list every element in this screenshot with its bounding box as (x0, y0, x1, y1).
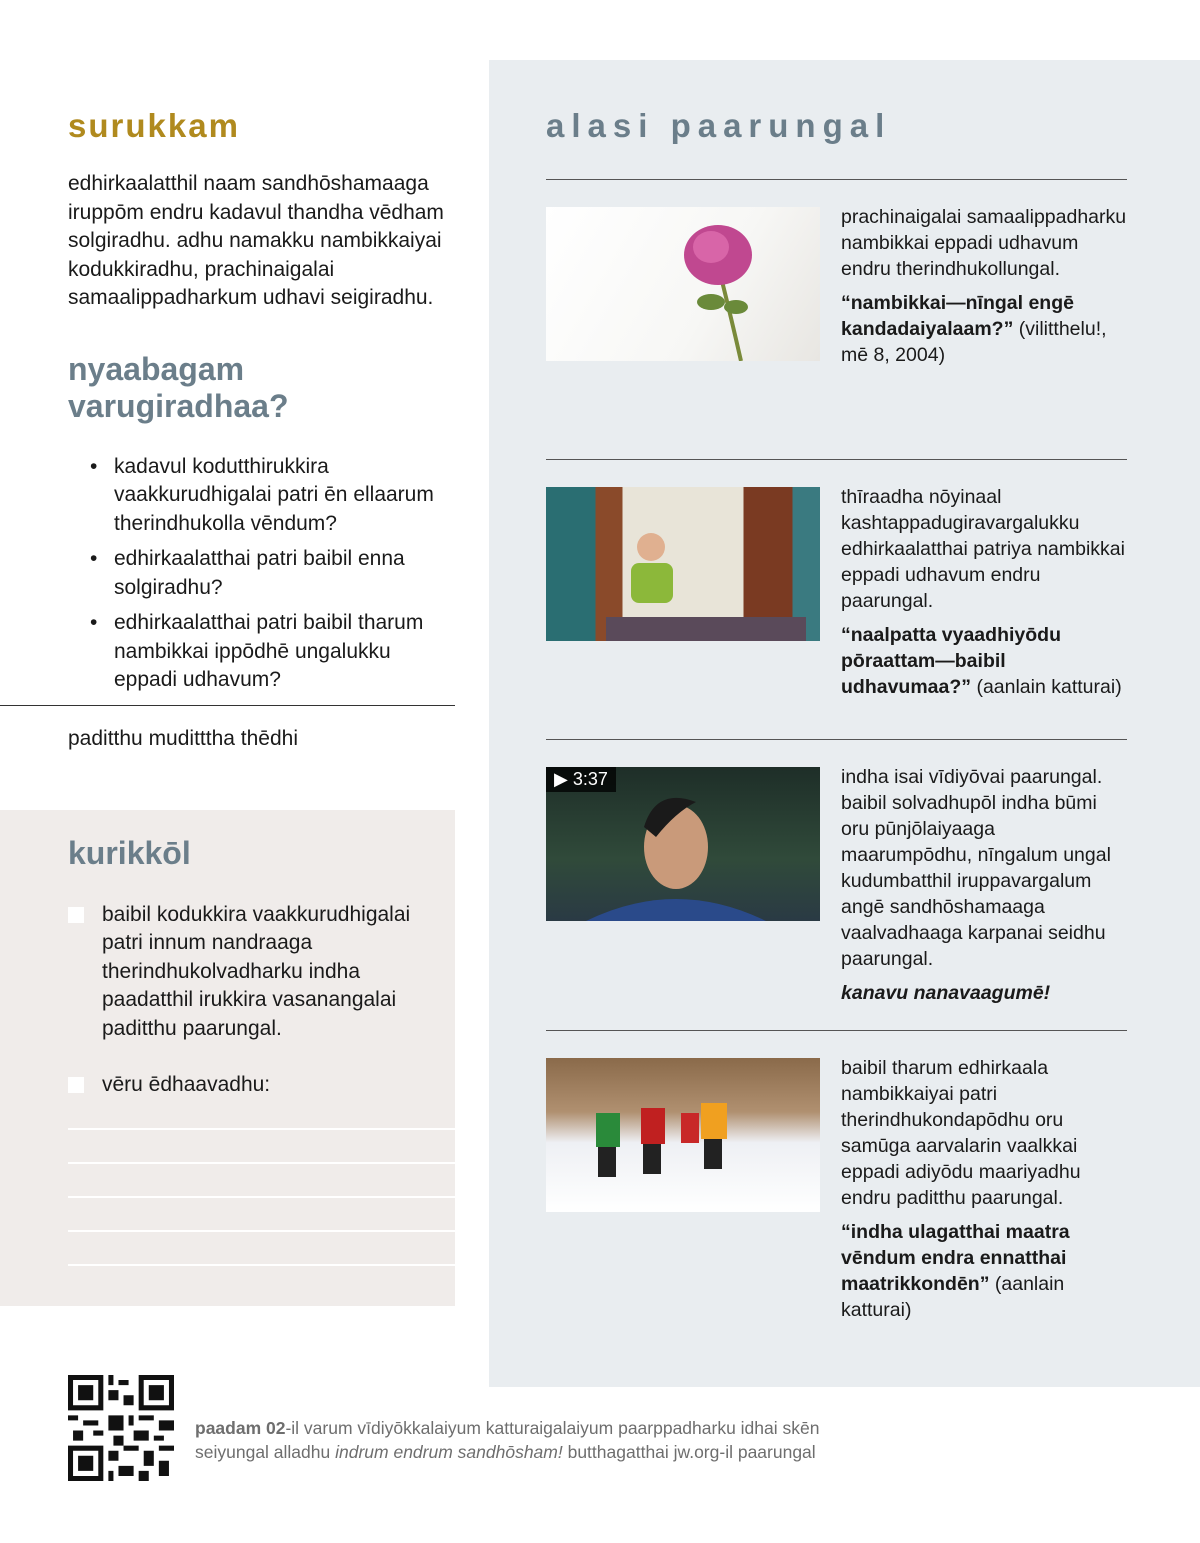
resource-item (546, 459, 1127, 739)
review-question: • kadavul kodutthirukkira vaakkurudhigalai patri ēn ellaarum therindhukolla vēndum? (90, 453, 445, 539)
left-column (0, 106, 455, 1306)
writing-line[interactable] (68, 1264, 455, 1266)
flower-icon (546, 207, 820, 361)
resource-item (546, 739, 1127, 1030)
footer-text-part: -il varum vīdiyōkkalaiyum katturaigalaiyum paarppadharku idhai skēn seiyungal alladhu (195, 1418, 820, 1462)
review-questions (0, 453, 455, 695)
person-icon (546, 487, 820, 641)
summary-text: edhirkaalatthil naam sandhōshamaaga iruppōm endru kadavul thandha vēdham solgiradhu. adhu namakku nambikkaiyai kodukkiradhu, prachinaigalai samaalippadharkum udhavi seigiradhu. (68, 172, 444, 309)
resource-source: (aanlain katturai) (971, 676, 1122, 698)
review-question: • edhirkaalatthai patri baibil tharum nambikkai ippōdhē ungalukku eppadi udhavum? (90, 609, 445, 695)
review-question: • edhirkaalatthai patri baibil enna solgiradhu? (90, 545, 445, 602)
man-looking-up-video[interactable] (546, 767, 820, 921)
resource-text (841, 204, 1127, 435)
review-heading: nyaabagam varugiradhaa? (68, 350, 289, 424)
resource-text (841, 764, 1127, 1006)
resource-source: (vilitthelu!, mē 8, 2004) (841, 318, 1107, 366)
resource-item (546, 1030, 1127, 1347)
resource-link[interactable]: kanavu nanavaagumē! (841, 982, 1051, 1004)
goal-item (68, 901, 438, 1044)
goal-item-text: baibil kodukkira vaakkurudhigalai patri innum nandraaga therindhukolvadharku indha paadatthil irukkira vasanangalai paditthu paarungal. (102, 902, 411, 1040)
study-date-label: paditthu muditttha thēdhi (68, 726, 298, 750)
goal-item-other (68, 1071, 438, 1100)
duration-text: 3:37 (572, 769, 608, 789)
footer-text-part: butthagatthai jw.org-il paarungal (562, 1442, 816, 1462)
resource-source: (aanlain katturai) (841, 1273, 1065, 1321)
checkbox[interactable] (68, 907, 84, 923)
goal-item-text: vēru ēdhaavadhu: (102, 1073, 271, 1096)
checkbox[interactable] (68, 1077, 84, 1093)
resource-item (546, 179, 1127, 459)
resource-description: thīraadha nōyinaal kashtappadugiravargalukku edhirkaalatthai patriya nambikkai eppadi udhavum endru paarungal. (841, 486, 1125, 612)
resource-link[interactable]: “nambikkai—nīngal engē kandadaiyalaam?” (841, 292, 1074, 340)
pink-flower-photo[interactable] (546, 207, 820, 361)
video-duration: ▶ 3:37 (546, 767, 616, 792)
man-in-wheelchair-photo[interactable] (546, 487, 820, 641)
goal-box (0, 810, 455, 1306)
book-title: indrum endrum sandhōsham! (335, 1442, 563, 1462)
writing-line[interactable] (68, 1230, 455, 1232)
lesson-number: paadam 02 (195, 1418, 286, 1438)
qr-code-icon[interactable] (67, 1375, 175, 1481)
writing-line[interactable] (68, 1162, 455, 1164)
divider (0, 705, 455, 706)
resource-link[interactable]: “indha ulagatthai maatra vēndum endra ennatthai maatrikkondēn” (841, 1221, 1070, 1295)
further-reading-panel (489, 60, 1200, 1387)
resource-description: indha isai vīdiyōvai paarungal. baibil solvadhupōl indha būmi oru pūnjōlaiyaaga maarumpōdhu, nīngalum ungal kudumbatthil iruppavargalum angē sandhōshamaaga vaalvadhaaga karpanai seidhu paarungal. (841, 766, 1111, 970)
writing-line[interactable] (68, 1196, 455, 1198)
resource-description: baibil tharum edhirkaala nambikkaiyai patri therindhukondapōdhu oru samūga aarvalarin vaalkkai eppadi adiyōdu maariyadhu endru paditthu paarungal. (841, 1057, 1081, 1209)
family-walking-in-snow-photo[interactable] (546, 1058, 820, 1212)
resource-description: prachinaigalai samaalippadharku nambikkai eppadi udhavum endru therindhukollungal. (841, 206, 1127, 280)
goal-heading: kurikkōl (68, 834, 191, 871)
resource-link[interactable]: “naalpatta vyaadhiyōdu pōraattam—baibil udhavumaa?” (841, 624, 1061, 698)
people-icon (546, 1058, 820, 1212)
further-reading-heading: alasi paarungal (546, 107, 892, 144)
writing-line[interactable] (68, 1128, 455, 1130)
resource-text (841, 1055, 1127, 1323)
resource-text (841, 484, 1127, 715)
footer-note (195, 1416, 835, 1464)
summary-heading: surukkam (68, 107, 240, 144)
